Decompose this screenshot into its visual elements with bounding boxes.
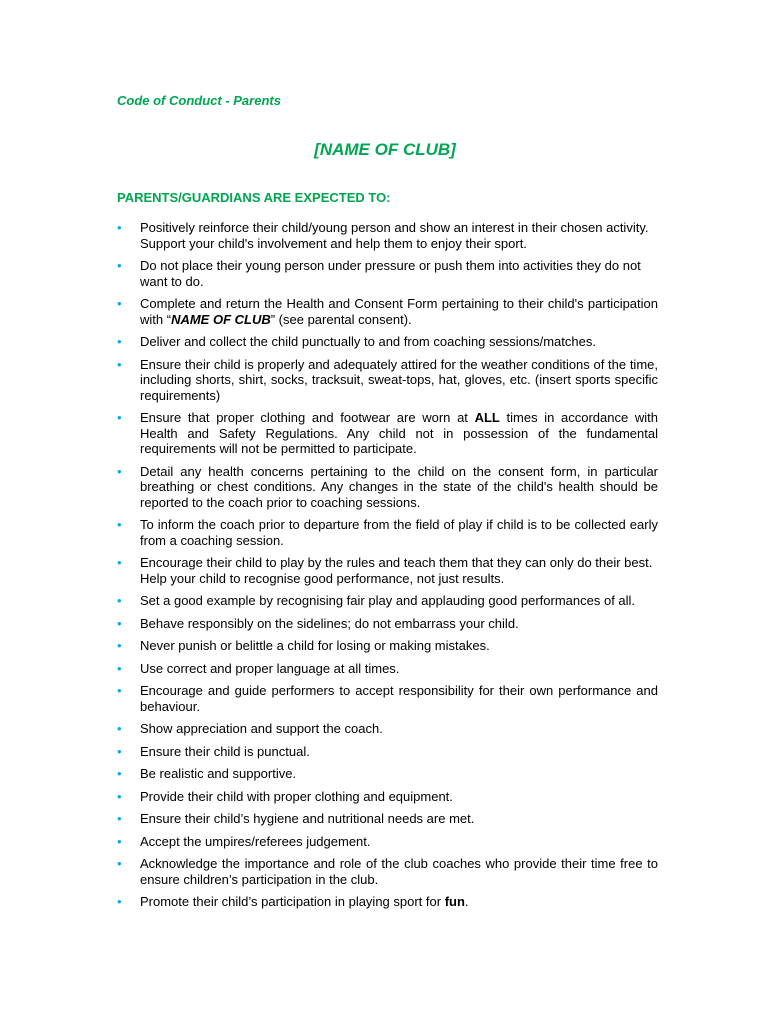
- list-item: [117, 517, 658, 548]
- bullet-icon: •: [117, 833, 122, 849]
- list-item-text: [140, 410, 658, 456]
- list-item: [117, 616, 658, 632]
- list-item: [117, 894, 658, 910]
- list-item-emphasis: ALL: [474, 410, 500, 425]
- list-item-text: Use correct and proper language at all times.: [140, 660, 400, 676]
- list-item: [117, 638, 658, 654]
- club-name-title: [NAME OF CLUB]: [314, 140, 456, 159]
- document-label: Code of Conduct - Parents: [117, 93, 281, 108]
- list-item: [117, 464, 658, 511]
- list-item-text: Show appreciation and support the coach.: [140, 721, 383, 736]
- list-item-text: To inform the coach prior to departure from the field of play if child is to be collected early from a coaching session.: [140, 517, 658, 548]
- section-heading: PARENTS/GUARDIANS ARE EXPECTED TO:: [117, 190, 391, 205]
- bullet-icon: •: [117, 721, 122, 736]
- list-item: [117, 766, 658, 782]
- list-item: [117, 834, 658, 850]
- list-item-emphasis: fun: [444, 894, 465, 909]
- list-item-text: Ensure their child is punctual.: [140, 743, 310, 759]
- list-item-text: Deliver and collect the child punctually to and from coaching sessions/matches.: [140, 334, 596, 349]
- bullet-icon: •: [117, 856, 122, 871]
- list-item: [117, 661, 658, 677]
- list-item-text: Provide their child with proper clothing and equipment.: [140, 788, 453, 804]
- list-item: [117, 744, 658, 760]
- bullet-icon: •: [117, 638, 122, 653]
- bullet-icon: •: [117, 220, 122, 235]
- list-item: [117, 789, 658, 805]
- list-item-text: Set a good example by recognising fair play and applauding good performances of all.: [140, 593, 636, 608]
- bullet-icon: •: [117, 517, 122, 532]
- list-item: [117, 334, 658, 350]
- list-item-text: [140, 894, 469, 909]
- bullet-icon: •: [117, 788, 122, 804]
- list-item-text: Ensure their child’s hygiene and nutritional needs are met.: [140, 811, 475, 826]
- bullet-icon: •: [117, 766, 122, 781]
- list-item-text: Ensure their child is properly and adequately attired for the weather conditions of the time, including shorts, shirt, socks, tracksuit, sweat-tops, hat, gloves, etc. (insert sports specific requirements): [140, 356, 658, 403]
- list-item-text-part: Ensure that proper clothing and footwear are worn at: [140, 410, 475, 425]
- list-item-text-part: .: [464, 894, 469, 909]
- list-item: [117, 721, 658, 737]
- list-item-text: Do not place their young person under pressure or push them into activities they do not want to do.: [140, 258, 641, 289]
- list-item: [117, 593, 658, 609]
- list-item-text: Acknowledge the importance and role of the club coaches who provide their time free to ensure children’s participation in the club.: [140, 856, 658, 887]
- bullet-icon: •: [117, 410, 122, 425]
- list-item-text: Positively reinforce their child/young person and show an interest in their chosen activity. Support your child's involvement and help them to enjoy their sport.: [140, 220, 649, 251]
- list-item-text-part: ” (see parental consent).: [270, 311, 412, 327]
- bullet-icon: •: [117, 743, 122, 759]
- bullet-icon: •: [117, 296, 122, 311]
- bullet-icon: •: [117, 463, 122, 479]
- bullet-icon: •: [117, 615, 122, 631]
- bullet-icon: •: [117, 894, 122, 909]
- list-item: [117, 410, 658, 457]
- list-item: [117, 856, 658, 887]
- bullet-icon: •: [117, 258, 122, 273]
- list-item: [117, 220, 658, 251]
- list-item: [117, 683, 658, 714]
- list-item-text: [140, 296, 658, 327]
- list-item: [117, 296, 658, 327]
- list-item: [117, 555, 658, 586]
- list-item: [117, 357, 658, 404]
- list-item-text-part: Promote their child’s participation in playing sport for: [140, 894, 445, 909]
- list-item-text: Be realistic and supportive.: [140, 766, 297, 781]
- list-item-text: Encourage and guide performers to accept responsibility for their own performance and behaviour.: [140, 683, 658, 714]
- list-item: [117, 258, 658, 289]
- bullet-icon: •: [117, 811, 122, 826]
- bullet-icon: •: [117, 356, 122, 372]
- bullet-icon: •: [117, 555, 122, 570]
- list-item-text: Never punish or belittle a child for losing or making mistakes.: [140, 638, 490, 653]
- bullet-icon: •: [117, 593, 122, 608]
- bullet-icon: •: [117, 683, 122, 698]
- list-item-text-part: times in accordance with Health and Safety Regulations. Any child not in possession of the fundamental requirements will not be permitted to participate.: [140, 410, 659, 456]
- bullet-icon: •: [117, 334, 122, 349]
- list-item: [117, 811, 658, 827]
- bullet-icon: •: [117, 660, 122, 676]
- list-item-text-part: Complete and return the Health and Consent Form pertaining to their child's participation with “: [140, 296, 658, 327]
- list-item-text: Encourage their child to play by the rules and teach them that they can only do their best. Help your child to recognise good performance, not just results.: [140, 555, 653, 586]
- expectations-list: [117, 220, 658, 917]
- list-item-text: Behave responsibly on the sidelines; do not embarrass your child.: [140, 615, 519, 631]
- list-item-emphasis: NAME OF CLUB: [171, 311, 271, 327]
- list-item-text: Accept the umpires/referees judgement.: [140, 833, 371, 849]
- list-item-text: Detail any health concerns pertaining to the child on the consent form, in particular breathing or chest conditions. Any changes in the state of the child's health should be reported to the coach prior to coaching sessions.: [140, 463, 658, 510]
